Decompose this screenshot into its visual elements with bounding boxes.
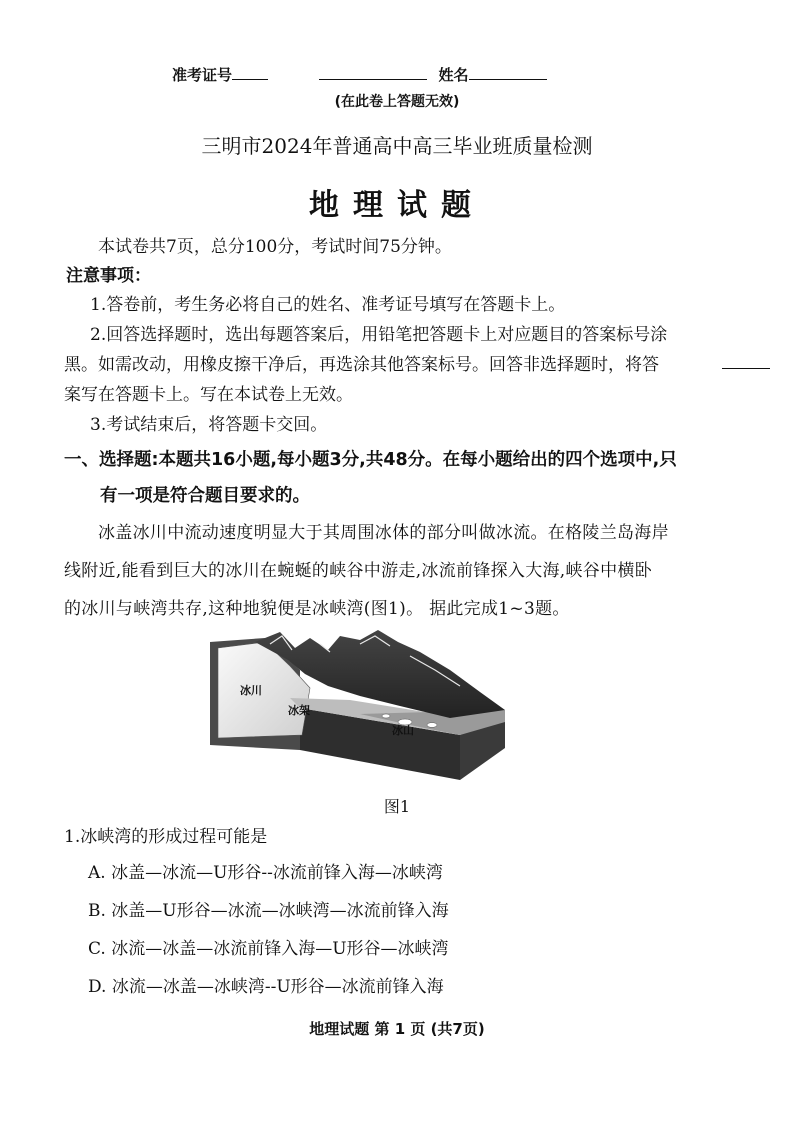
iceberg-2 <box>427 723 437 728</box>
notices-heading: 注意事项： <box>66 266 151 286</box>
label-glacier: 冰川 <box>240 684 262 697</box>
notice-item-1: 1.答卷前，考生务必将自己的姓名、准考证号填写在答题卡上。 <box>90 295 566 315</box>
section-heading-line-2: 有一项是符合题目要求的。 <box>100 486 310 506</box>
passage-line-1: 冰盖冰川中流动速度明显大于其周围冰体的部分叫做冰流。在格陵兰岛海岸 <box>98 523 669 543</box>
paper-info: 本试卷共7页，总分100分，考试时间75分钟。 <box>98 237 452 257</box>
name-label: 姓名 <box>438 66 469 84</box>
margin-line <box>722 368 770 369</box>
invalid-note: (在此卷上答题无效) <box>334 94 460 110</box>
ice-fjord-figure <box>210 630 510 780</box>
label-ice-shelf: 冰架 <box>288 704 310 717</box>
iceberg-3 <box>382 714 390 718</box>
notice-item-2-line-2: 黑。如需改动，用橡皮擦干净后，再选涂其他答案标号。回答非选择题时，将答 <box>64 355 659 375</box>
passage-line-3: 的冰川与峡湾共存,这种地貌便是冰峡湾(图1)。 据此完成1~3题。 <box>64 599 570 619</box>
subject-title: 地理试题 <box>309 188 485 223</box>
exam-id-blank <box>232 64 268 80</box>
section-heading-line-1: 一、选择题:本题共16小题,每小题3分,共48分。在每小题给出的四个选项中,只 <box>64 450 677 470</box>
question-1-option-c: C. 冰流—冰盖—冰流前锋入海—U形谷—冰峡湾 <box>88 939 449 959</box>
exam-id-blank-2 <box>319 64 427 80</box>
notice-item-2-line-3: 案写在答题卡上。写在本试卷上无效。 <box>64 385 353 405</box>
question-1-option-a: A. 冰盖—冰流—U形谷--冰流前锋入海—冰峡湾 <box>88 863 443 883</box>
candidate-info-line <box>172 64 547 85</box>
question-1-option-d: D. 冰流—冰盖—冰峡湾--U形谷—冰流前锋入海 <box>88 977 444 997</box>
label-iceberg: 冰山 <box>392 724 414 737</box>
question-1-stem: 1.冰峡湾的形成过程可能是 <box>64 827 268 847</box>
question-1-option-b: B. 冰盖—U形谷—冰流—冰峡湾—冰流前锋入海 <box>88 901 449 921</box>
exam-id-label: 准考证号 <box>172 66 233 84</box>
passage-line-2: 线附近,能看到巨大的冰川在蜿蜒的峡谷中游走,冰流前锋探入大海,峡谷中横卧 <box>64 561 653 581</box>
figure-caption: 图1 <box>383 797 411 816</box>
exam-title: 三明市2024年普通高中高三毕业班质量检测 <box>201 134 593 158</box>
notice-item-3: 3.考试结束后，将答题卡交回。 <box>90 415 328 435</box>
page-footer: 地理试题 第 1 页 (共7页) <box>309 1020 485 1038</box>
notice-item-2-line-1: 2.回答选择题时，选出每题答案后，用铅笔把答题卡上对应题目的答案标号涂 <box>90 325 668 345</box>
name-blank <box>469 64 547 80</box>
